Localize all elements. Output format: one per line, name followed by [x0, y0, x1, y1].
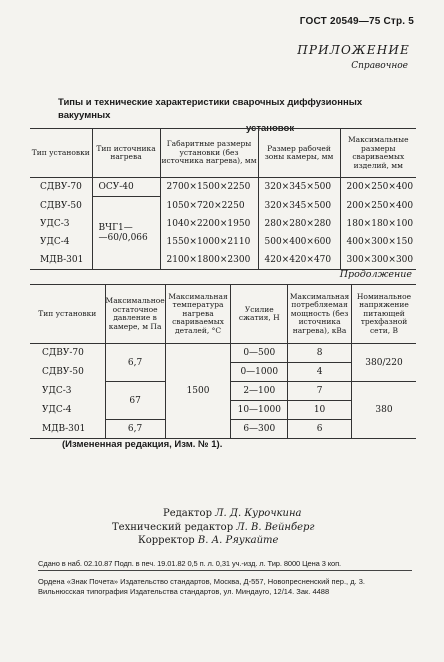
cell-type: СДВУ-50: [40, 200, 82, 211]
header-zone: Размер рабочей зоны камеры, мм: [258, 129, 340, 178]
cell-zone: 420×420×470: [258, 251, 340, 270]
tech-editor-role: Технический редактор: [112, 521, 234, 533]
cell-type: СДВУ-70: [40, 182, 82, 193]
print-info: Сдано в наб. 02.10.87 Подп. в печ. 19.01.82 0,5 п. л. 0,31 уч.-изд. л. Тир. 8000 Цена 3 коп.: [38, 559, 342, 568]
header-type: Тип установки: [30, 129, 92, 178]
cell-max: 300×300×300: [340, 251, 416, 270]
cell-power: 8: [288, 344, 352, 363]
cell-type: УДС-3: [40, 218, 70, 229]
cell-dims: 1040×2200×1950: [160, 215, 258, 233]
proofreader-role: Корректор: [138, 535, 195, 546]
cell-dims: 2700×1500×2250: [160, 178, 258, 197]
cell-power: 6: [288, 420, 352, 439]
cell-force: 10—1000: [231, 401, 288, 420]
tech-editor-name: Л. В. Вейнберг: [236, 521, 315, 533]
cell-type: УДС-4: [42, 405, 72, 415]
cell-force: 2—100: [231, 382, 288, 401]
table-row: [30, 233, 416, 251]
header-type: Тип установки: [30, 285, 105, 344]
appendix-title: ПРИЛОЖЕНИЕ: [297, 43, 410, 57]
cell-force: 0—500: [231, 344, 288, 363]
cell-type: УДС-3: [42, 386, 72, 396]
cell-max: 200×250×400: [340, 178, 416, 197]
cell-zone: 320×345×500: [258, 197, 340, 215]
cell-max: 200×250×400: [340, 197, 416, 215]
editor-name: Л. Д. Курочкина: [215, 508, 302, 519]
table-row: [30, 178, 416, 197]
tech-editor-line: [0, 521, 444, 535]
editors-block: [0, 507, 444, 548]
cell-power: 10: [288, 401, 352, 420]
cell-zone: 500×400×600: [258, 233, 340, 251]
cell-type: СДВУ-70: [42, 348, 84, 359]
cell-force: 6—300: [231, 420, 288, 439]
cell-zone: 280×280×280: [258, 215, 340, 233]
cell-voltage-bottom: 380: [351, 382, 416, 439]
cell-max: 400×300×150: [340, 233, 416, 251]
cell-source-vchg: ВЧГ1— —60/0,066: [92, 197, 160, 270]
cell-force: 0—1000: [231, 363, 288, 382]
specs-table-2: [30, 284, 416, 439]
header-source: Тип источника нагрева: [92, 129, 160, 178]
cell-power: 4: [288, 363, 352, 382]
cell-pressure-sdvu: 6,7: [105, 344, 165, 382]
editor-line: [0, 507, 444, 521]
divider: [38, 570, 412, 571]
cell-type: МДВ-301: [30, 420, 105, 439]
cell-voltage-top: 380/220: [351, 344, 416, 382]
publisher-info: [38, 577, 418, 597]
cell-dims: 1050×720×2250: [160, 197, 258, 215]
editor-role: Редактор: [163, 508, 212, 519]
cell-type: УДС-4: [40, 236, 70, 247]
proofreader-line: [0, 534, 444, 548]
header-pressure: Максимальное остаточное давление в камере, м Па: [105, 285, 165, 344]
page-header: ГОСТ 20549—75 Стр. 5: [299, 16, 414, 27]
header-dims: Габаритные размеры установки (без источника нагрева), мм: [160, 129, 258, 178]
proofreader-name: В. А. Ряукайте: [197, 535, 279, 546]
cell-temperature: 1500: [165, 344, 231, 439]
table-row: [30, 251, 416, 270]
header-temperature: Максимальная температура нагрева свариваемых деталей, °С: [165, 285, 231, 344]
cell-source-osu: ОСУ-40: [92, 178, 160, 197]
cell-type: МДВ-301: [30, 251, 92, 270]
cell-type: СДВУ-50: [42, 367, 84, 377]
header-voltage: Номинальное напряжение питающей трехфазной сети, В: [351, 285, 416, 344]
table-header-row: [30, 285, 416, 344]
table-row: [30, 344, 416, 363]
cell-dims: 2100×1800×2300: [160, 251, 258, 270]
specs-table-1: [30, 128, 416, 270]
table-row: [30, 215, 416, 233]
table-header-row: [30, 129, 416, 178]
header-max: Максимальные размеры свариваемых изделий, мм: [340, 129, 416, 178]
cell-power: 7: [288, 382, 352, 401]
header-force: Усилие сжатия, Н: [231, 285, 288, 344]
appendix-subtitle: Справочное: [351, 61, 408, 71]
table-title-line1: Типы и технические характеристики сварочных диффузионных вакуумных: [58, 97, 363, 121]
publisher-line: Ордена «Знак Почета» Издательство стандартов, Москва, Д-557, Новопресненский пер., д. 3.: [38, 577, 365, 586]
table-row: [30, 197, 416, 215]
table-title-line2: установок: [246, 123, 295, 134]
header-power: Максимальная потребляемая мощность (без источника нагрева), кВа: [288, 285, 352, 344]
cell-max: 180×180×100: [340, 215, 416, 233]
cell-pressure-uds: 67: [105, 382, 165, 420]
cell-pressure-mdv: 6,7: [105, 420, 165, 439]
printer-line: Вильнюсская типография Издательства стандартов, ул. Миндауго, 12/14. Зак. 4488: [38, 587, 330, 596]
continuation-label: Продолжение: [339, 269, 412, 280]
cell-zone: 320×345×500: [258, 178, 340, 197]
revision-note: (Измененная редакция, Изм. № 1).: [62, 439, 223, 450]
cell-dims: 1550×1000×2110: [160, 233, 258, 251]
